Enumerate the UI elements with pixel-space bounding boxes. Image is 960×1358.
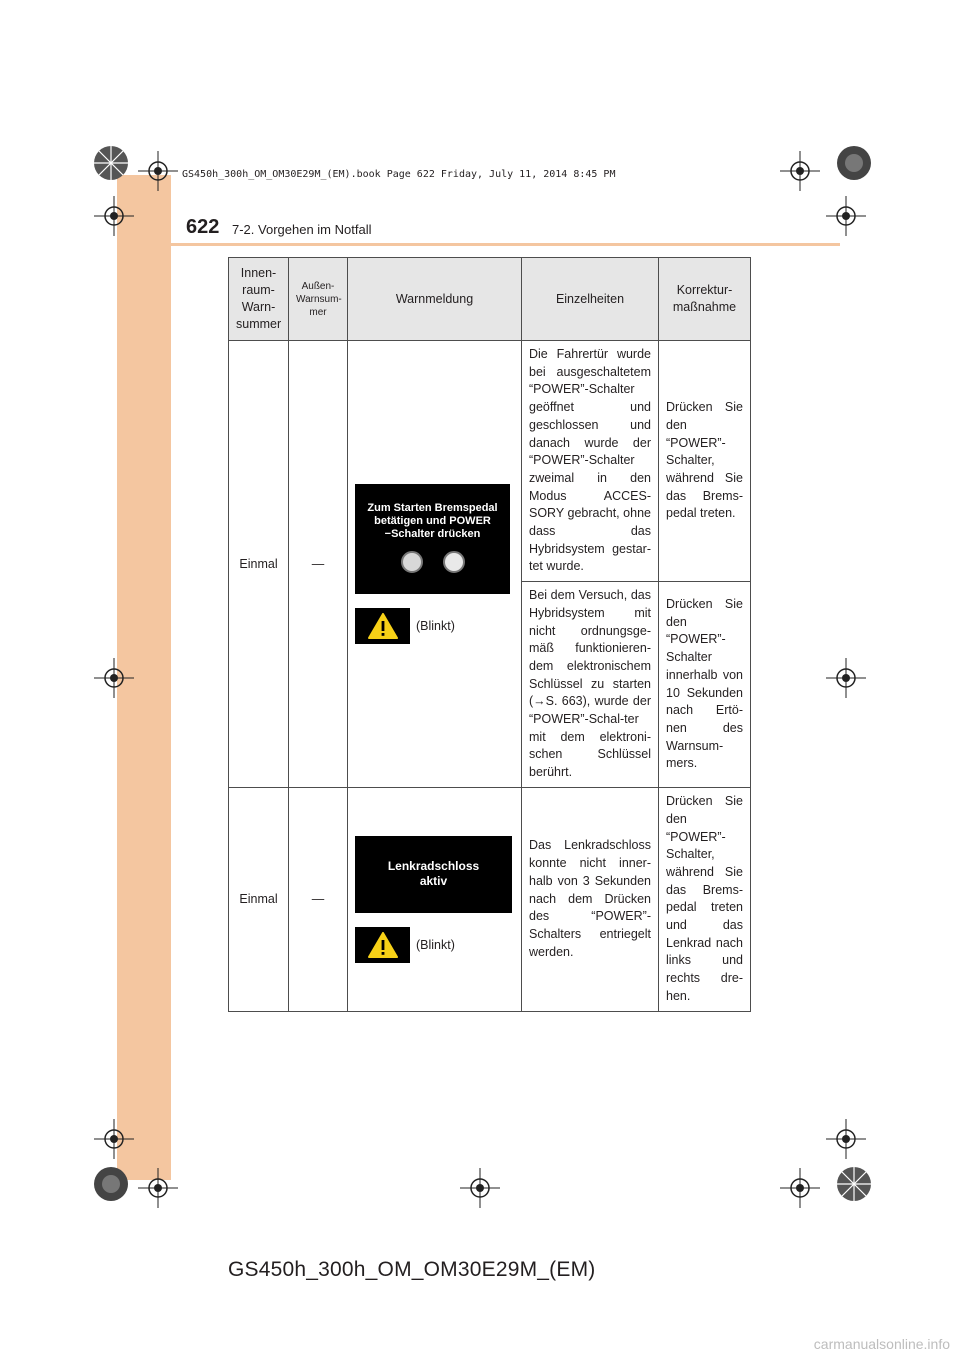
blink-indicator: [355, 608, 514, 644]
correction-cell: Drücken Sie den “POWER”-Schalter, während Sie das Brems-pedal treten und das Lenkrad nach links und rechts dre-hen.: [659, 787, 751, 1011]
warning-triangle-icon: [355, 608, 410, 644]
registration-mark-icon: [834, 1164, 874, 1204]
crosshair-icon: [94, 196, 134, 236]
correction-cell: Drücken Sie den “POWER”-Schalter, während Sie das Brems-pedal treten.: [659, 341, 751, 582]
warning-message-cell: [348, 787, 522, 1011]
header-details: Einzelheiten: [522, 258, 659, 341]
display-icons: [401, 551, 465, 573]
section-title: 7-2. Vorgehen im Notfall: [232, 222, 372, 237]
crosshair-icon: [94, 658, 134, 698]
crosshair-icon: [94, 1119, 134, 1159]
display-text: Lenkradschloss aktiv: [387, 859, 480, 889]
crosshair-icon: [826, 196, 866, 236]
header-exterior-buzzer: Außen- Warnsum- mer: [289, 258, 348, 341]
interior-buzzer-cell: Einmal: [229, 341, 289, 788]
exterior-buzzer-cell: —: [289, 787, 348, 1011]
details-cell: Das Lenkradschloss konnte nicht inner-halb von 3 Sekunden nach dem Drücken des “POWER”-Schalters entriegelt werden.: [522, 787, 659, 1011]
header-interior-buzzer: Innen- raum- Warn- summer: [229, 258, 289, 341]
crosshair-icon: [138, 151, 178, 191]
header-rule: [117, 243, 840, 246]
details-cell: Die Fahrertür wurde bei ausgeschaltetem “POWER”-Schalter geöffnet und geschlossen und danach wurde der “POWER”-Schalter zweimal in den Modus ACCES-SORY gebracht, ohne dass das Hybridsystem gestar-tet wurde.: [522, 341, 659, 582]
table-row: [229, 341, 751, 582]
blink-label: (Blinkt): [416, 937, 455, 952]
registration-mark-icon: [834, 143, 874, 183]
table-row: [229, 787, 751, 1011]
display-screen-power: [355, 484, 510, 594]
crosshair-icon: [826, 658, 866, 698]
display-screen-steering-lock: [355, 836, 512, 913]
correction-cell: Drücken Sie den “POWER”-Schalter innerhalb von 10 Sekunden nach Ertö-nen des Warnsum-mers.: [659, 582, 751, 788]
watermark: carmanualsonline.info: [813, 1336, 950, 1352]
display-text: Zum Starten Bremspedal betätigen und POWER −Schalter drücken: [367, 501, 498, 540]
crosshair-icon: [780, 1168, 820, 1208]
details-cell: Bei dem Versuch, das Hybridsystem mit nicht ordnungsge-mäß funktionieren-dem elektronischem Schlüssel zu starten (→S. 663), wurde der “POWER”-Schal-ter mit dem elektroni-schen Schlüssel berührt.: [522, 582, 659, 788]
steering-wheel-icon: [401, 551, 423, 573]
book-info: GS450h_300h_OM_OM30E29M_(EM).book Page 622 Friday, July 11, 2014 8:45 PM: [182, 169, 616, 180]
crosshair-icon: [138, 1168, 178, 1208]
table-header-row: [229, 258, 751, 341]
header-warning-message: Warnmeldung: [348, 258, 522, 341]
header-correction: Korrektur- maßnahme: [659, 258, 751, 341]
exterior-buzzer-cell: —: [289, 341, 348, 788]
crosshair-icon: [780, 151, 820, 191]
warning-message-cell: [348, 341, 522, 788]
warning-triangle-icon: [355, 927, 410, 963]
blink-indicator: [355, 927, 514, 963]
warning-table: [228, 257, 751, 1012]
crosshair-icon: [826, 1119, 866, 1159]
registration-mark-icon: [91, 1164, 131, 1204]
blink-label: (Blinkt): [416, 618, 455, 633]
interior-buzzer-cell: Einmal: [229, 787, 289, 1011]
document-id-footer: GS450h_300h_OM_OM30E29M_(EM): [228, 1258, 596, 1281]
registration-mark-icon: [91, 143, 131, 183]
page-number: 622: [186, 216, 220, 238]
crosshair-icon: [460, 1168, 500, 1208]
power-button-icon: [443, 551, 465, 573]
